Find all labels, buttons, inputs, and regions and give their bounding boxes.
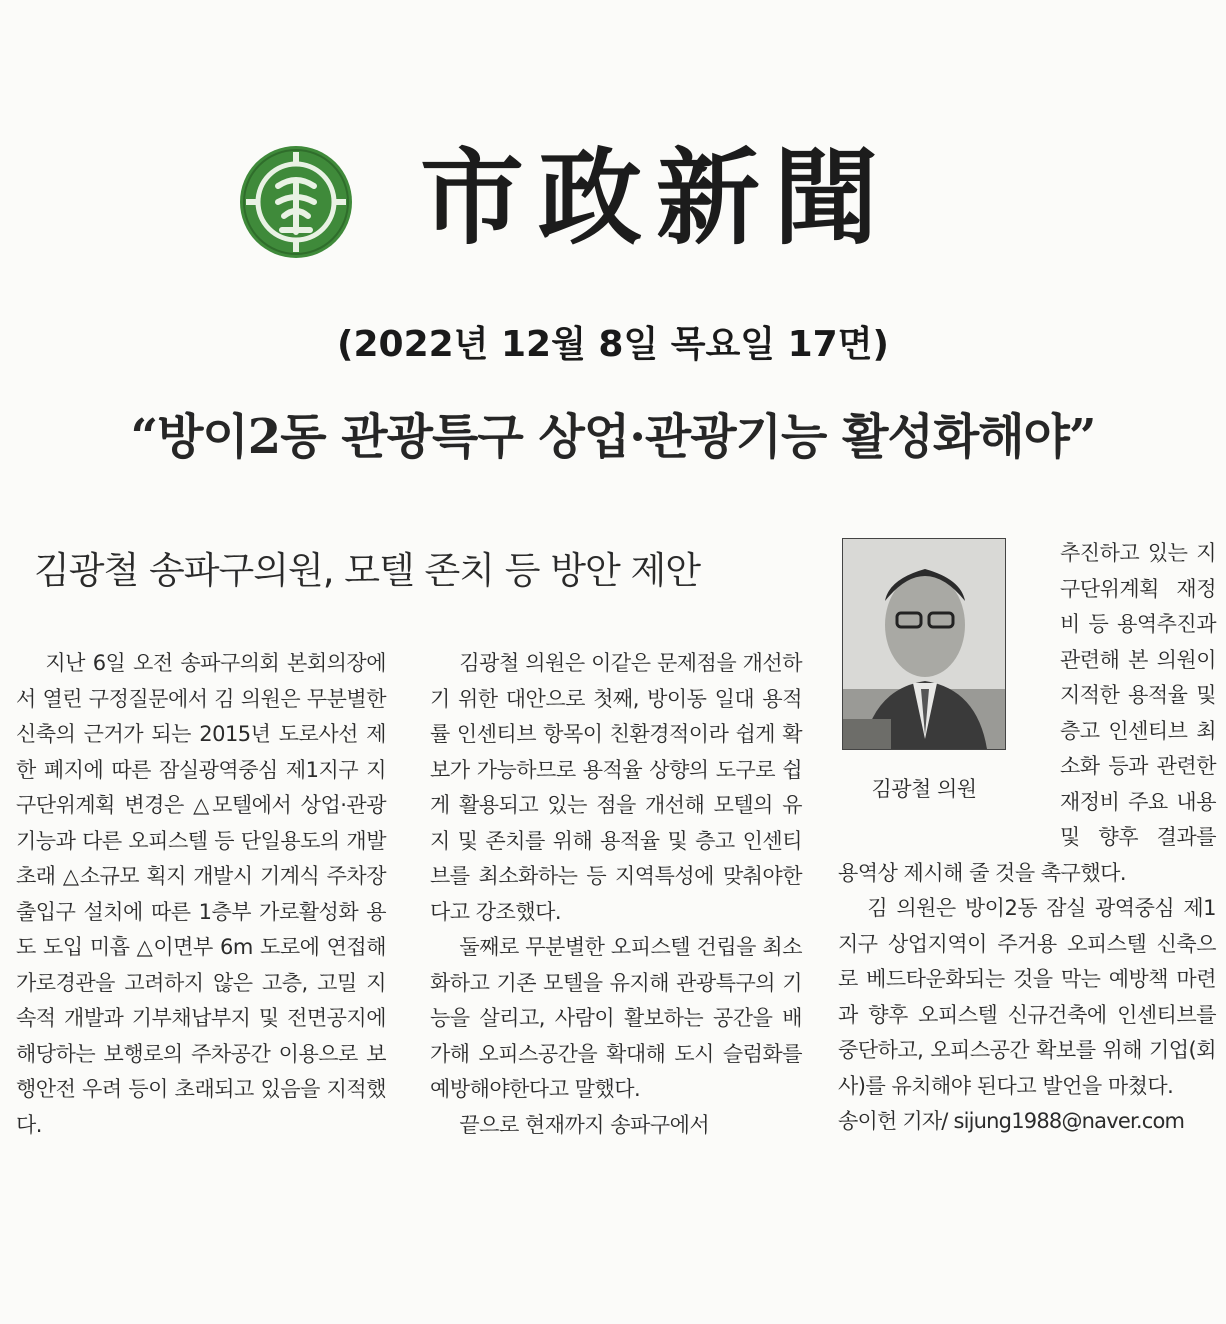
edition-date: (2022년 12월 8일 목요일 17면) [337,324,889,365]
article-paragraph: 추진하고 있는 지구단위계획 재정비 등 용역추진과 관련해 본 의원이 지적한 용적율 및 층고 인센티브 최소화 등과 관련한 재정비 주요 내용 및 향후 결과를 용역상 제시해 줄 것을 촉구했다. [838,541,1216,885]
article-paragraph: 둘째로 무분별한 오피스텔 건립을 최소화하고 기존 모텔을 유지해 관광특구의 기능을 살리고, 사람이 활보하는 공간을 배가해 오피스공간을 확대해 도시 슬럼화를 예방해야한다고 말했다. [430,935,802,1101]
masthead-title: 市政新聞 [420,136,893,259]
photo-block [836,538,1048,824]
article-column-2 [430,646,802,1306]
article-paragraph: 끝으로 현재까지 송파구에서 [459,1112,710,1137]
seoul-city-emblem-icon [238,144,354,260]
article-paragraph: 김광철 의원은 이같은 문제점을 개선하기 위한 대안으로 첫째, 방이동 일대 용적률 인센티브 항목이 친환경적이라 쉽게 확보가 가능하므로 용적율 상향의 도구로 쉽게 활용되고 있는 점을 개선해 모텔의 유지 및 존치를 위해 용적율 및 층고 인센티브를 최소화하는 등 지역특성에 맞춰야한다고 강조했다. [430,651,802,924]
councilor-portrait-image [842,538,1006,750]
photo-caption: 김광철 의원 [871,777,977,801]
byline: 송이헌 기자/ sijung1988@naver.com [838,1109,1185,1133]
article-column-3 [838,536,1216,1316]
article-column-1 [16,646,386,1306]
headline: “방이2동 관광특구 상업·관광기능 활성화해야” [130,409,1096,465]
article-paragraph: 김 의원은 방이2동 잠실 광역중심 제1지구 상업지역이 주거용 오피스텔 신축으로 베드타운화되는 것을 막는 예방책 마련과 향후 오피스텔 신규건축에 인센티브를 중단하고, 오피스공간 확보를 위해 기업(회사)를 유치해야 된다고 발언을 마쳤다. [838,896,1216,1098]
article-paragraph: 지난 6일 오전 송파구의회 본회의장에서 열린 구정질문에서 김 의원은 무분별한 신축의 근거가 되는 2015년 도로사선 제한 폐지에 따른 잠실광역중심 제1지구 지구단위계획 변경은 △모텔에서 상업·관광기능과 다른 오피스텔 등 단일용도의 개발 초래 △소규모 획지 개발시 기계식 주차장 출입구 설치에 따른 1층부 가로활성화 용도 도입 미흡 △이면부 6m 도로에 연접해 가로경관을 고려하지 않은 고층, 고밀 지속적 개발과 기부채납부지 및 전면공지에 해당하는 보행로의 주차공간 이용으로 보행안전 우려 등이 초래되고 있음을 지적했다. [16,651,386,1137]
subheadline: 김광철 송파구의원, 모텔 존치 등 방안 제안 [34,549,700,592]
